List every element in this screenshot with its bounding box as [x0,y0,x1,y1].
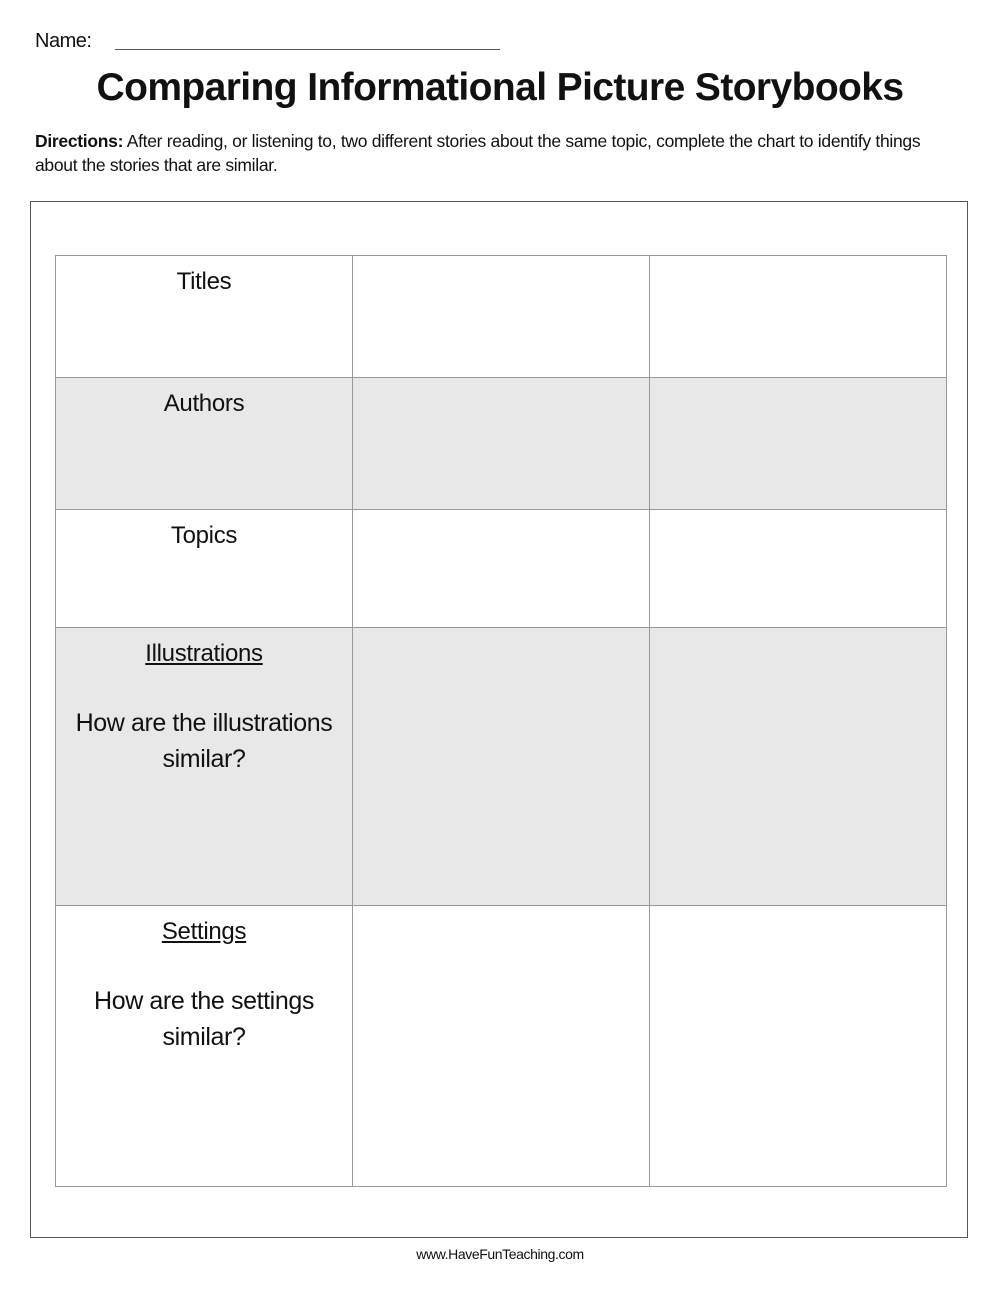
row-label-cell [56,628,353,906]
row-label: Titles [176,268,232,295]
directions-label: Directions: [35,131,124,151]
answer-cell-story-2[interactable] [650,628,947,906]
footer-url: www.HaveFunTeaching.com [416,1246,584,1262]
row-prompt: How are the settings similar? [94,987,314,1051]
row-label-cell [56,510,353,628]
row-label: Topics [170,522,238,549]
answer-cell-story-2[interactable] [650,256,947,378]
row-prompt: How are the illustrations similar? [75,709,333,773]
row-label: Illustrations [145,640,263,667]
page-title: Comparing Informational Picture Storybooks [96,66,904,109]
row-label-cell [56,256,353,378]
directions [35,129,955,177]
answer-cell-story-1[interactable] [353,378,650,510]
answer-cell-story-1[interactable] [353,628,650,906]
table-row-topics [56,510,947,628]
answer-cell-story-1[interactable] [353,906,650,1187]
name-input-line[interactable] [115,49,500,50]
answer-cell-story-1[interactable] [353,510,650,628]
row-label-cell [56,378,353,510]
table-row-titles [56,256,947,378]
row-label: Authors [163,390,245,417]
row-label: Settings [161,918,247,945]
table-row-authors [56,378,947,510]
answer-cell-story-1[interactable] [353,256,650,378]
comparison-chart [55,255,947,1187]
table-row-settings [56,906,947,1187]
name-label: Name: [35,30,92,52]
table-row-illustrations [56,628,947,906]
row-label-cell [56,906,353,1187]
answer-cell-story-2[interactable] [650,378,947,510]
directions-text: After reading, or listening to, two different stories about the same topic, complete the chart to identify things about the stories that are similar. [35,131,921,175]
answer-cell-story-2[interactable] [650,906,947,1187]
answer-cell-story-2[interactable] [650,510,947,628]
